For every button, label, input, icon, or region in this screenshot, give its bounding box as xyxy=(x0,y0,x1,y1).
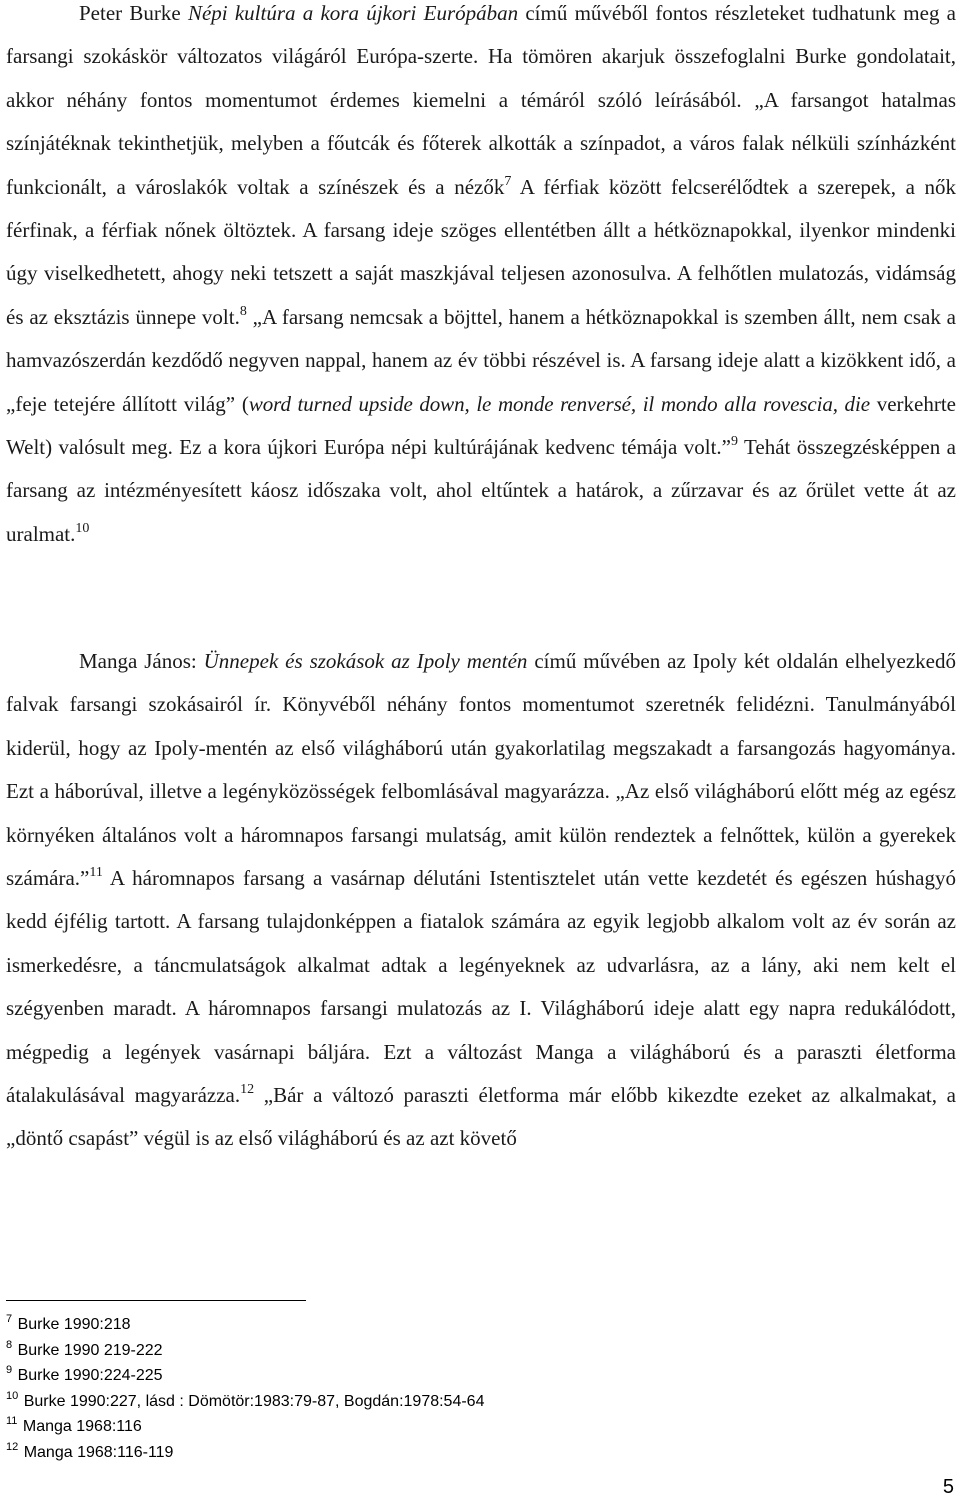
footnote-number: 10 xyxy=(6,1389,19,1402)
text-run: Peter Burke xyxy=(79,1,188,25)
footnote-ref-7[interactable]: 7 xyxy=(504,173,512,189)
footnote-ref-10[interactable]: 10 xyxy=(75,520,90,536)
footnote-text: Burke 1990 219-222 xyxy=(17,1341,163,1359)
footnote-ref-11[interactable]: 11 xyxy=(89,865,103,881)
footnote-item xyxy=(6,1363,906,1389)
text-run: „A farsang nemcsak a böjttel, hanem a hétköznapokkal is szemben állt, nem csak a hamvazószerdán kezdődő negyven nappal, hanem az év többi részével is. A farsang ideje alatt a kizökkent idő, a „feje tetejére állított világ” ( xyxy=(6,304,956,416)
footnote-number: 9 xyxy=(6,1364,13,1377)
text-run: A háromnapos farsang a vasárnap délutáni Istentisztelet után vette kezdetét és egészen húshagyó kedd éjfélig tartott. A farsang tulajdonképpen a fiatalok számára az egyik legjobb alkalom volt az év során az ismerkedésre, a táncmulatságok alkalmat adtak a legényeknek az udvarlásra, az a lány, aki nem kelt el szégyenben maradt. A háromnapos farsangi mulatozás az I. Világháború ideje alatt egy napra redukálódott, mégpedig a legények vasárnapi báljára. Ezt a változást Manga a világháború és a paraszti életforma átalakulásával magyarázza. xyxy=(6,866,956,1108)
footnote-number: 11 xyxy=(6,1415,18,1428)
footnote-number: 7 xyxy=(6,1313,13,1325)
footnote-item xyxy=(6,1389,906,1415)
text-run: Manga János: xyxy=(79,649,204,673)
page-number: 5 xyxy=(942,1476,954,1498)
footnote-item xyxy=(6,1312,906,1338)
footnote-number: 8 xyxy=(6,1338,13,1351)
footnote-item xyxy=(6,1440,906,1466)
text-run: „Bár a változó paraszti életforma már előbb kikezdte ezeket az alkalmakat, a „döntő csapást” végül is az első világháború és az azt követő xyxy=(6,1083,956,1151)
foreign-phrases: word turned upside down, le monde renversé, il mondo alla rovescia, die xyxy=(248,391,870,416)
text-run: A férfiak között felcserélődtek a szerepek, a nők férfinak, a férfiak nőnek öltöztek. A farsang ideje szöges ellentétben állt a hétköznapokkal, ilyenkor mindenki úgy viselkedhetett, ahogy neki tetszett a saját maszkjával teljesen azonosulva. A felhőtlen mulatozás, vidámság és az eksztázis ünnepe volt. xyxy=(6,174,956,329)
footnote-text: Manga 1968:116 xyxy=(22,1418,142,1436)
paragraph-manga xyxy=(6,640,956,1161)
footnote-item xyxy=(6,1338,906,1364)
footnote-ref-9[interactable]: 9 xyxy=(730,434,738,450)
book-title-manga: Ünnepek és szokások az Ipoly mentén xyxy=(203,649,528,673)
text-run: című művében az Ipoly két oldalán elhelyezkedő falvak farsangi szokásairól ír. Könyvéből néhány fontos momentumot szeretnék felidézni. Tanulmányából kiderül, hogy az Ipoly-mentén az első világháború után gyakorlatilag megszakadt a farsangozás hagyománya. Ezt a háborúval, illetve a legényközösségek felbomlásával magyarázza. „Az első világháború előtt még az egész környéken általános volt a háromnapos farsangi mulatság, amit külön rendeztek a felnőttek, külön a gyerekek számára.” xyxy=(6,649,956,891)
paragraph-burke xyxy=(6,0,956,556)
footnote-item xyxy=(6,1414,906,1440)
footnote-text: Burke 1990:224-225 xyxy=(17,1367,163,1385)
footnote-ref-12[interactable]: 12 xyxy=(240,1082,255,1098)
footnote-number: 12 xyxy=(6,1440,19,1453)
footnote-separator xyxy=(6,1300,306,1301)
footnotes xyxy=(6,1312,906,1466)
footnote-text: Burke 1990:227, lásd : Dömötör:1983:79-87, Bogdán:1978:54-64 xyxy=(23,1392,485,1410)
footnote-ref-8[interactable]: 8 xyxy=(239,303,247,319)
text-run: Tehát összegzésképpen a farsang az intézményesített káosz időszaka volt, ahol eltűntek a határok, a zűrzavar és az őrület vette át az uralmat. xyxy=(6,435,956,546)
book-title-burke: Népi kultúra a kora újkori Európában xyxy=(187,1,519,25)
footnote-text: Manga 1968:116-119 xyxy=(23,1443,174,1461)
text-run: verkehrte Welt) valósult meg. Ez a kora újkori Európa népi kultúrájának kedvenc témája volt.” xyxy=(6,391,956,460)
footnote-text: Burke 1990:218 xyxy=(17,1316,131,1333)
text-run: című művéből fontos részleteket tudhatunk meg a farsangi szokáskör változatos világáról Európa-szerte. Ha tömören akarjuk összefoglalni Burke gondolatait, akkor néhány fontos momentumot érdemes kiemelni a témáról szóló leírásából. „A farsangot hatalmas színjátéknak tekinthetjük, melyben a főutcák és főterek alkották a színpadot, a város falak nélküli színházként funkcionált, a városlakók voltak a színészek és a nézők xyxy=(6,1,956,199)
